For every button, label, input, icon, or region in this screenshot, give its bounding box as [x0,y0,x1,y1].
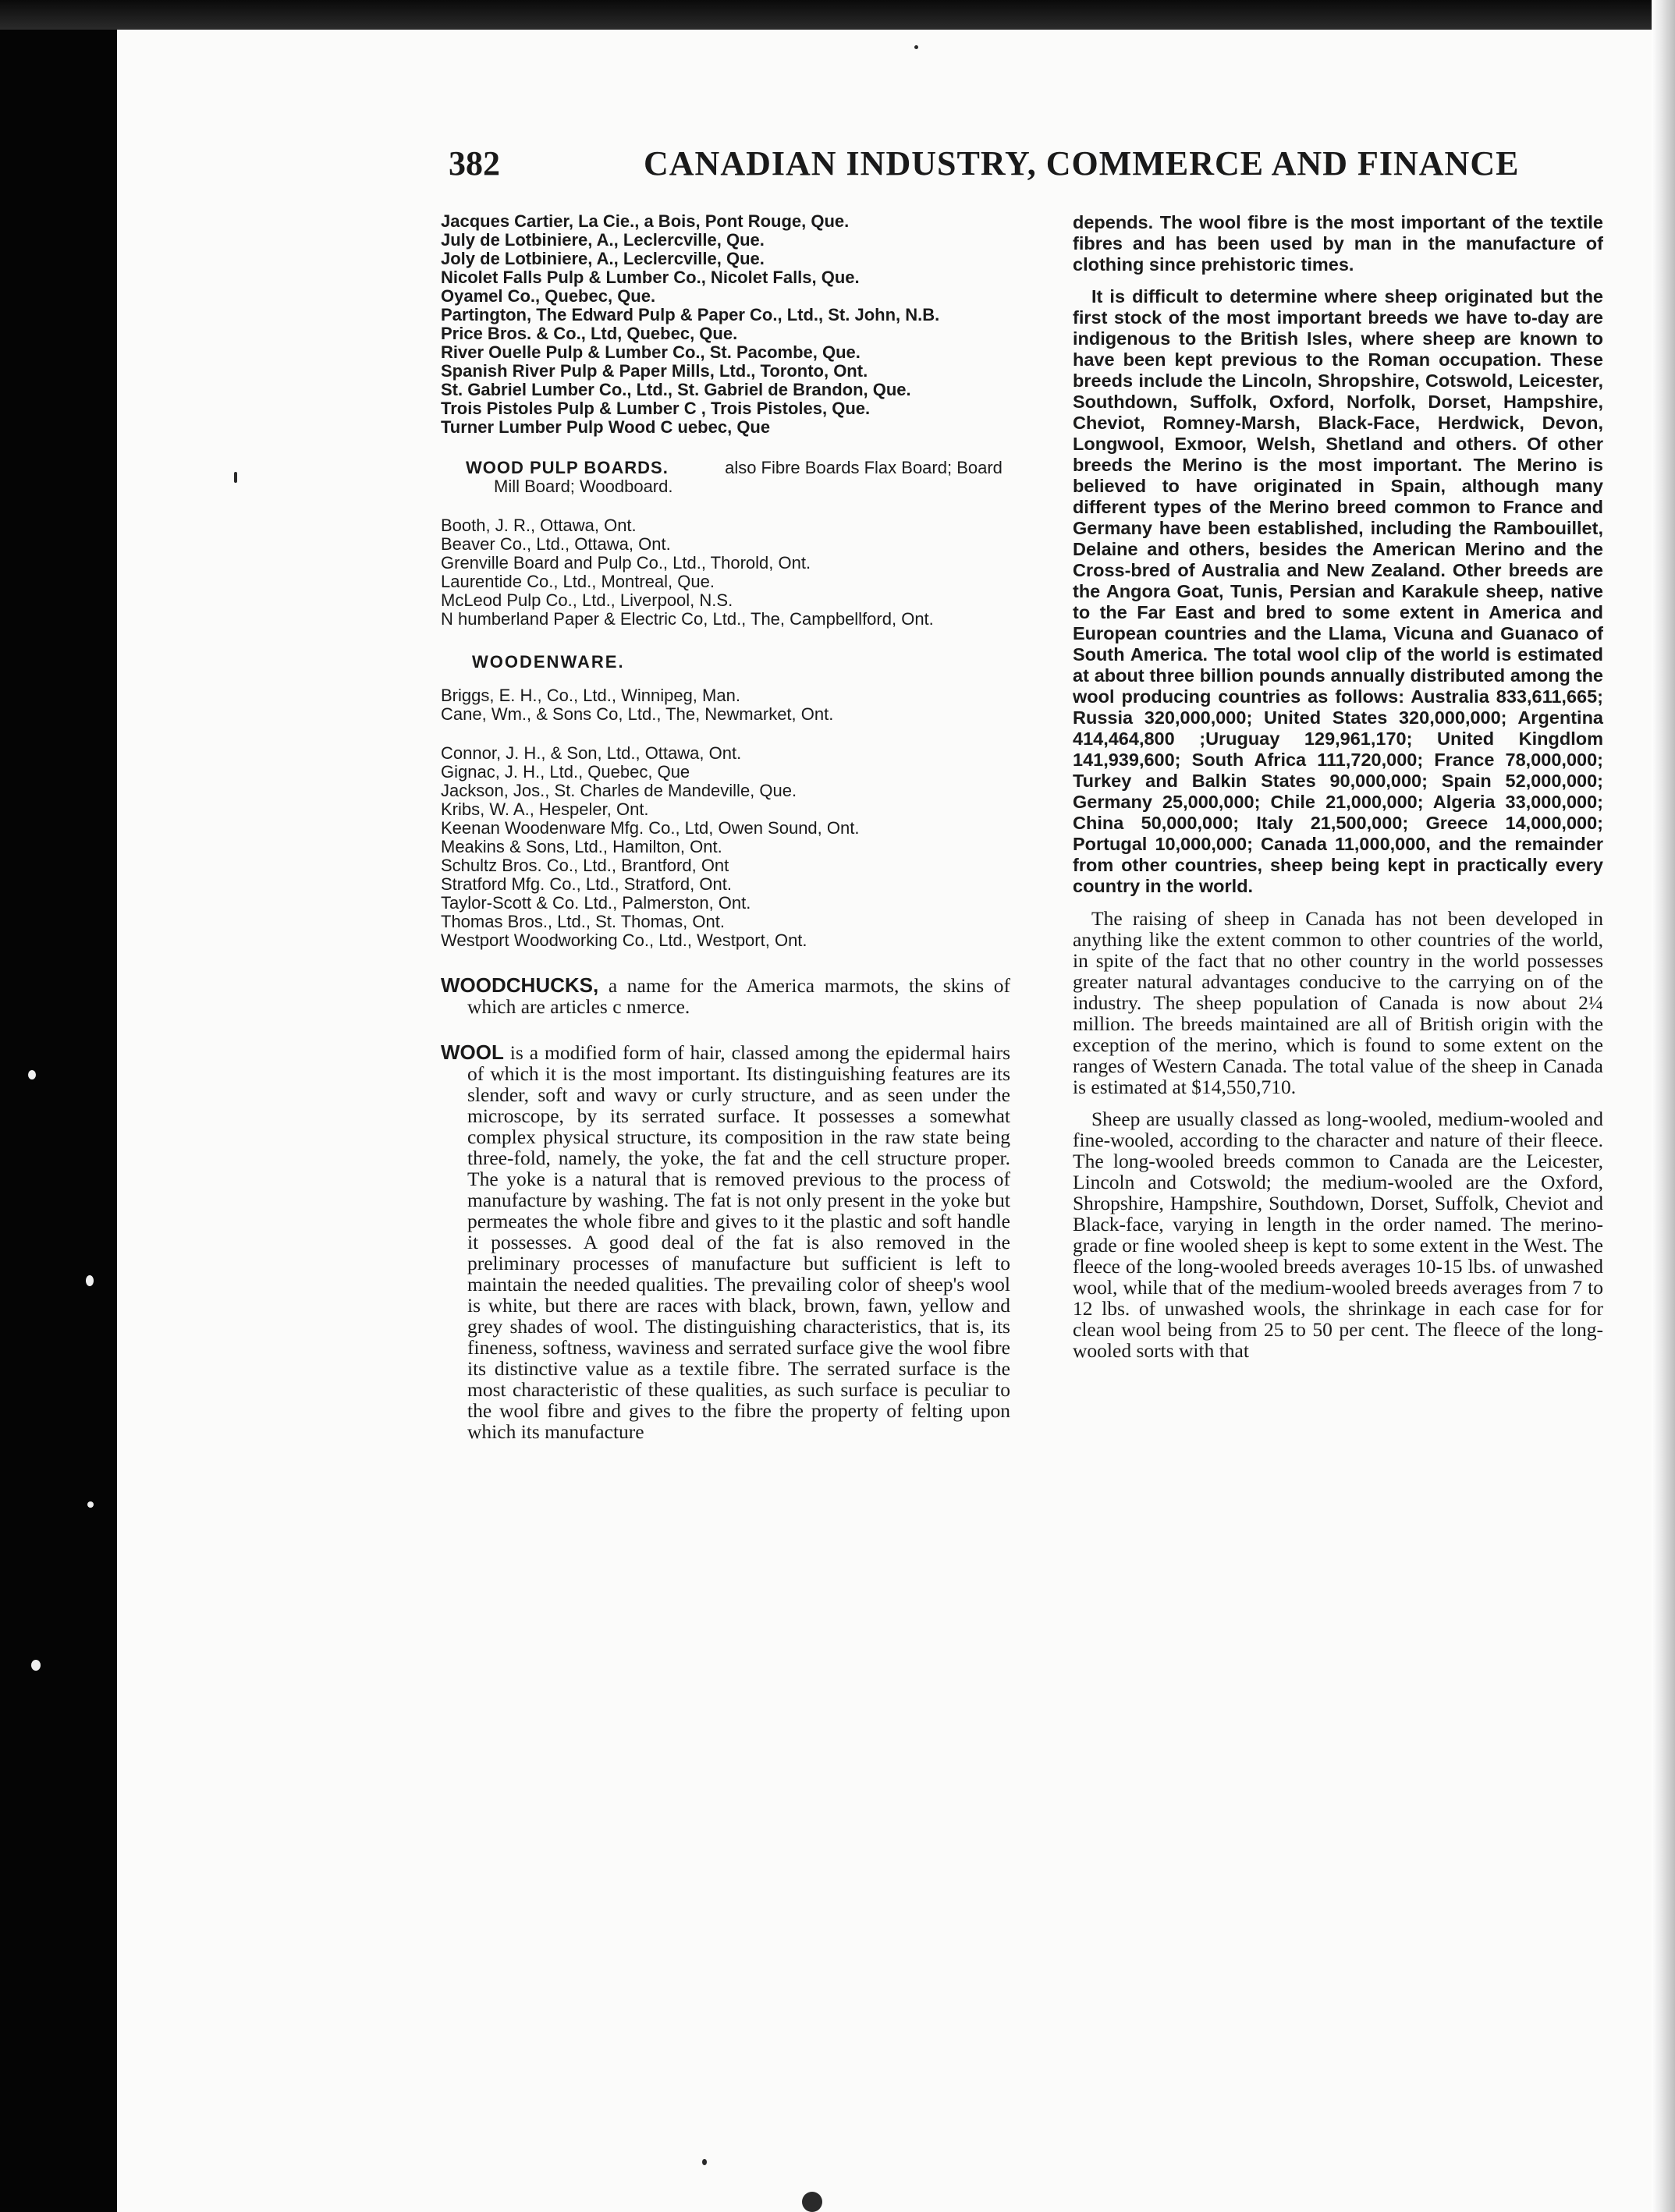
scan-speck [702,2159,707,2165]
paragraph: It is difficult to determine where sheep originated but the first stock of the most important breeds we have to-day are indigenous to the British Isles, where sheep are known to have been kept previous to the Roman occupation. These breeds include the Lincoln, Shropshire, Cotswold, Leicester, Southdown, Suffolk, Oxford, Norfolk, Dorset, Hampshire, Cheviot, Romney-Marsh, Black-Face, Herdwick, Devon, Longwool, Exmoor, Welsh, Shetland and others. Of other breeds the Merino is the most important. The Merino is believed to have originated in Spain, although many different types of the Merino breed common to France and Germany have been established, including the Rambouillet, Delaine and others, besides the American Merino and the Cross-bred of Australia and New Zealand. Other breeds are the Angora Goat, Tunis, Persian and Karakule sheep, native to the Far East and bred to some extent in America and European countries and the Llama, Vicuna and Guanaco of South America. The total wool clip of the world is estimated at about three billion pounds annually distributed among the wool producing countries as follows: Australia 833,611,665; Russia 320,000,000; United States 320,000,000; Argentina 414,464,800 ;Uruguay 129,961,170; United Kingdlom 141,939,600; South Africa 111,720,000; France 78,000,000; Turkey and Balkin States 90,000,000; Spain 52,000,000; Germany 25,000,000; Chile 21,000,000; Algeria 33,000,000; China 50,000,000; Italy 21,500,000; Greece 14,000,000; Portugal 10,000,000; Canada 11,000,000, and the remainder from other countries, sheep being kept in practically every country in the world. [1073,286,1603,896]
left-column [441,212,1010,1442]
list-item: Connor, J. H., & Son, Ltd., Ottawa, Ont. [441,743,742,763]
woodenware-list [441,686,1010,950]
list-item: St. Gabriel Lumber Co., Ltd., St. Gabriel de Brandon, Que. [441,380,911,399]
list-item: Beaver Co., Ltd., Ottawa, Ont. [441,534,671,554]
section-note: also Fibre Boards Flax Board; Board Mill Board; Woodboard. [494,458,1003,496]
list-item: Trois Pistoles Pulp & Lumber C , Trois Pistoles, Que. [441,399,871,418]
section-heading-woodenware: WOODENWARE. [472,652,625,672]
list-item: Joly de Lotbiniere, A., Leclercville, Que. [441,249,765,268]
scan-speck [87,1501,94,1508]
section-title: WOOD PULP BOARDS. [466,458,669,477]
scan-speck [234,472,237,483]
running-title: CANADIAN INDUSTRY, COMMERCE AND FINANCE [644,144,1520,183]
article-text: is a modified form of hair, classed among the epidermal hairs of which it is the most important. Its distinguishing features are its slender, soft and wavy or curly structure, and as seen under the microscope, by its serrated surface. It possesses a somewhat complex physical structure, its composition in the raw state being three-fold, namely, the yoke, the fat and the cell structure proper. The yoke is a natural that is removed previous to the process of manufacture by washing. The fat is not only present in the yoke but permeates the whole fibre and gives to it the plastic and soft handle it possesses. A good deal of the fat is also removed in the preliminary processes of manufacture but sufficient is left to maintain the needed qualities. The prevailing color of sheep's wool is white, but there are races with black, brown, fawn, yellow and grey shades of wool. The distinguishing characteristics, that is, its fineness, softness, waviness and serrated surface give the wool fibre its distinctive value as a textile fibre. The serrated surface is the most characteristic of these qualities, as such surface is peculiar to the wool fibre and gives to the fibre the property of felting upon which its manufacture [467,1041,1010,1443]
list-item: N humberland Paper & Electric Co, Ltd., The, Campbellford, Ont. [441,609,934,629]
right-column [1073,212,1603,1361]
section-heading-wood-pulp-boards [441,459,1010,496]
list-item: Grenville Board and Pulp Co., Ltd., Thorold, Ont. [441,553,811,572]
scan-speck [802,2192,822,2212]
list-item: July de Lotbiniere, A., Leclercville, Que. [441,230,765,250]
scan-speck [86,1275,94,1286]
page-number: 382 [449,144,500,183]
list-item: Cane, Wm., & Sons Co, Ltd., The, Newmarket, Ont. [441,704,834,724]
list-item: Meakins & Sons, Ltd., Hamilton, Ont. [441,837,722,856]
article-headword: WOODCHUCKS, [441,973,599,997]
article-wool [441,1042,1010,1442]
list-item: Taylor-Scott & Co. Ltd., Palmerston, Ont. [441,893,751,913]
scan-speck [28,1070,36,1079]
article-text: a name for the America marmots, the skins of which are articles c nmerce. [467,974,1010,1018]
paragraph: depends. The wool fibre is the most important of the textile fibres and has been used by man in the manufacture of clothing since prehistoric times. [1073,212,1603,275]
scan-border-left [0,0,117,2212]
list-item: Spanish River Pulp & Paper Mills, Ltd., Toronto, Ont. [441,361,868,381]
page-header [449,134,1520,197]
list-item: Booth, J. R., Ottawa, Ont. [441,516,637,535]
list-item: River Ouelle Pulp & Lumber Co., St. Pacombe, Que. [441,342,861,362]
list-item: Price Bros. & Co., Ltd, Quebec, Que. [441,324,738,343]
list-item: Westport Woodworking Co., Ltd., Westport, Ont. [441,931,807,950]
list-item: Partington, The Edward Pulp & Paper Co., Ltd., St. John, N.B. [441,305,940,324]
list-item: Stratford Mfg. Co., Ltd., Stratford, Ont. [441,874,732,894]
list-item: Laurentide Co., Ltd., Montreal, Que. [441,572,715,591]
paragraph: Sheep are usually classed as long-wooled, medium-wooled and fine-wooled, according to the character and nature of their fleece. The long-wooled breeds common to Canada are the Leicester, Lincoln and Cotswold; the medium-wooled are the Oxford, Shropshire, Hampshire, Southdown, Dorset, Suffolk, Cheviot and Black-face, varying in length in the order named. The merino-grade or fine wooled sheep is kept to some extent in the West. The fleece of the long-wooled breeds averages 10-15 lbs. of unwashed wool, while that of the medium-wooled breeds averages from 7 to 12 lbs. of unwashed wools, the shrinkage in each case for for clean wool being from 25 to 50 per cent. The fleece of the long-wooled sorts with that [1073,1108,1603,1362]
list-item: Thomas Bros., Ltd., St. Thomas, Ont. [441,912,725,931]
article-headword: WOOL [441,1040,504,1064]
list-item: Briggs, E. H., Co., Ltd., Winnipeg, Man. [441,686,740,705]
scan-border-top [0,0,1675,30]
scan-speck [914,45,918,49]
list-item: Oyamel Co., Quebec, Que. [441,286,656,306]
scan-speck [31,1660,41,1671]
list-item: Turner Lumber Pulp Wood C uebec, Que [441,417,771,437]
list-item: Kribs, W. A., Hespeler, Ont. [441,799,649,819]
list-item: Jacques Cartier, La Cie., a Bois, Pont Rouge, Que. [441,211,850,231]
list-item: Schultz Bros. Co., Ltd., Brantford, Ont [441,856,729,875]
list-item: Jackson, Jos., St. Charles de Mandeville, Que. [441,781,797,800]
board-list [441,516,1010,629]
pulp-list [441,212,1010,437]
scan-border-right [1652,0,1675,2212]
list-item: Gignac, J. H., Ltd., Quebec, Que [441,762,690,782]
paragraph: The raising of sheep in Canada has not been developed in anything like the extent common to other countries of the world, in spite of the fact that no other country in the world possesses greater natural advantages conducive to the carrying on of the industry. The sheep population of Canada is now about 2¼ million. The breeds maintained are all of British origin with the exception of the merino, which is found to some extent on the ranges of Western Canada. The total value of the sheep in Canada is estimated at $14,550,710. [1073,907,1603,1098]
list-item: Keenan Woodenware Mfg. Co., Ltd, Owen Sound, Ont. [441,818,860,838]
list-item: Nicolet Falls Pulp & Lumber Co., Nicolet Falls, Que. [441,268,860,287]
article-woodchucks [441,975,1010,1017]
list-item: McLeod Pulp Co., Ltd., Liverpool, N.S. [441,590,733,610]
